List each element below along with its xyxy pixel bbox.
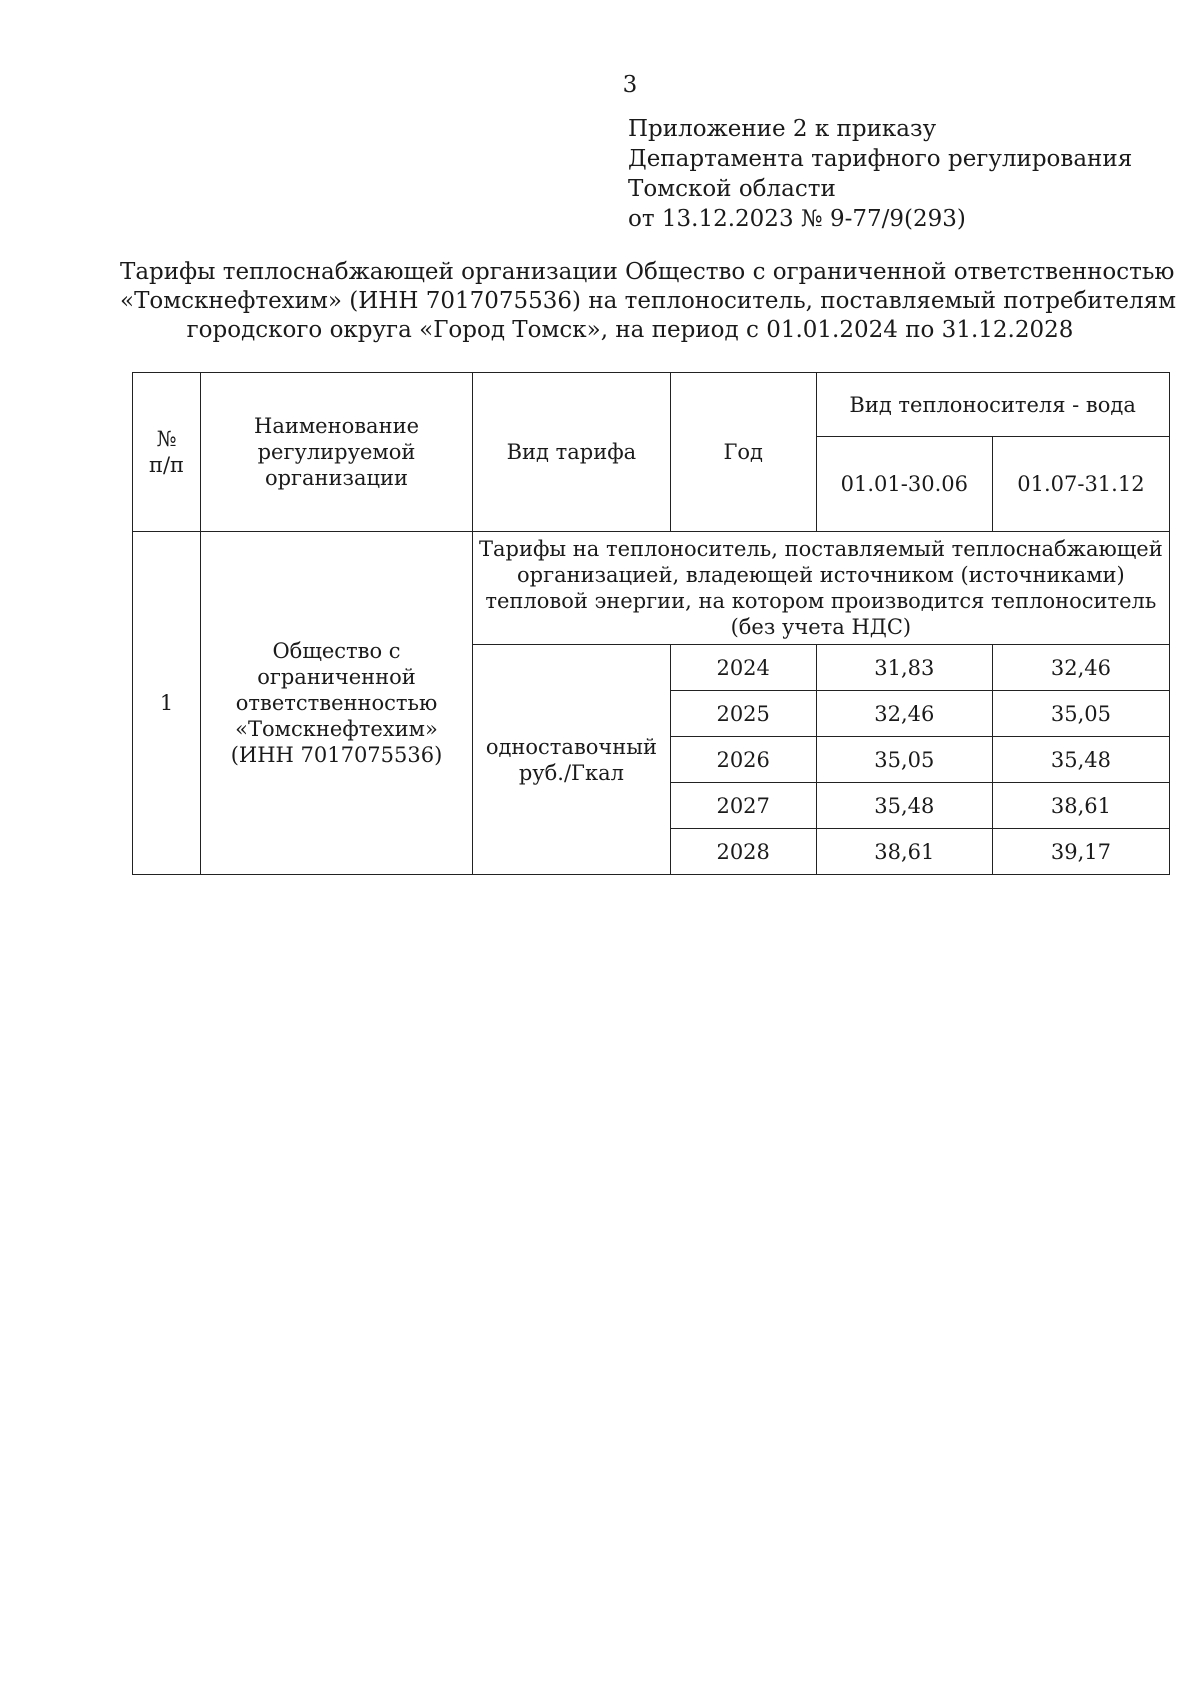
tariff-kind: одноставочный руб./Гкал (473, 645, 671, 875)
header-period-2: 01.07-31.12 (993, 437, 1170, 532)
title-line: «Томскнефтехим» (ИНН 7017075536) на теплоноситель, поставляемый потребителям (120, 288, 1177, 314)
year-cell: 2024 (670, 645, 816, 691)
appendix-line: Приложение 2 к приказу (628, 116, 937, 142)
header-carrier: Вид теплоносителя - вода (816, 373, 1169, 437)
tariff-value: 35,05 (993, 691, 1170, 737)
tariff-value: 35,05 (816, 737, 993, 783)
year-cell: 2028 (670, 829, 816, 875)
year-cell: 2026 (670, 737, 816, 783)
header-period-1: 01.01-30.06 (816, 437, 993, 532)
tariff-table (132, 372, 1170, 875)
tariff-value: 39,17 (993, 829, 1170, 875)
appendix-line: от 13.12.2023 № 9-77/9(293) (628, 206, 966, 232)
tariff-value: 32,46 (993, 645, 1170, 691)
tariff-value: 31,83 (816, 645, 993, 691)
section-title: Тарифы на теплоноситель, поставляемый теплоснабжающей организацией, владеющей источником (источниками) тепловой энергии, на котором производится теплоноситель (без учета НДС) (473, 532, 1170, 645)
tariff-value: 38,61 (816, 829, 993, 875)
organization-name: Общество с ограниченной ответственностью «Томскнефтехим» (ИНН 7017075536) (201, 532, 473, 875)
tariff-value: 38,61 (993, 783, 1170, 829)
document-title (120, 258, 1177, 345)
header-tariff-type: Вид тарифа (473, 373, 671, 532)
header-num: № п/п (133, 373, 201, 532)
row-number: 1 (133, 532, 201, 875)
appendix-header (628, 114, 1132, 234)
tariff-value: 32,46 (816, 691, 993, 737)
table-row (133, 532, 1170, 645)
tariff-value: 35,48 (993, 737, 1170, 783)
header-organization: Наименование регулируемой организации (201, 373, 473, 532)
appendix-line: Департамента тарифного регулирования (628, 146, 1133, 172)
tariff-value: 35,48 (816, 783, 993, 829)
header-row (133, 373, 1170, 437)
year-cell: 2025 (670, 691, 816, 737)
title-line: городского округа «Город Томск», на период с 01.01.2024 по 31.12.2028 (186, 317, 1074, 343)
appendix-line: Томской области (628, 176, 836, 202)
page-number: 3 (622, 72, 638, 98)
title-line: Тарифы теплоснабжающей организации Общество с ограниченной ответственностью (120, 259, 1175, 285)
header-year: Год (670, 373, 816, 532)
year-cell: 2027 (670, 783, 816, 829)
